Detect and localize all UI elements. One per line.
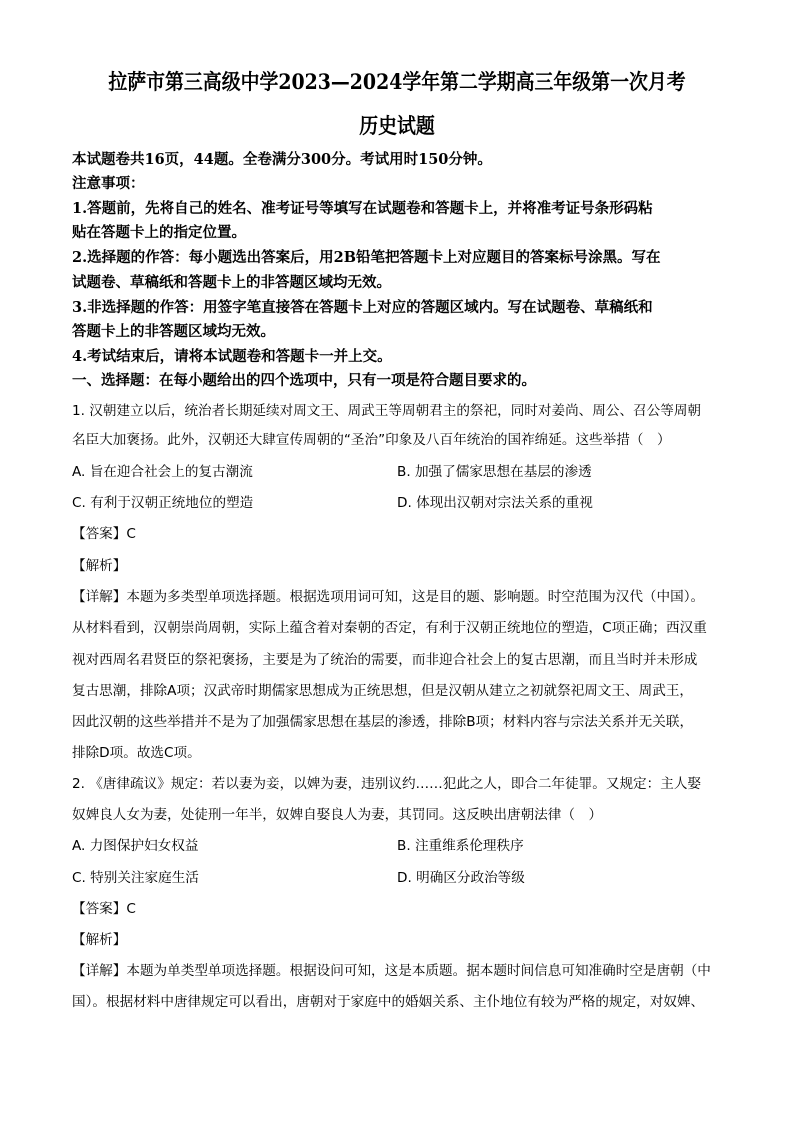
notice-line: 3.非选择题的作答：用签字笔直接答在答题卡上对应的答题区域内。写在试题卷、草稿纸和: [72, 299, 653, 316]
option-d: D. 体现出汉朝对宗法关系的重视: [397, 495, 593, 511]
detail-line: 排除D项。故选C项。: [72, 745, 201, 761]
option-c: C. 特别关注家庭生活: [72, 870, 199, 886]
notice-line: 贴在答题卡上的指定位置。: [72, 224, 246, 241]
detail-line: 因此汉朝的这些举措并不是为了加强儒家思想在基层的渗透，排除B项；材料内容与宗法关系并无关联，: [72, 714, 694, 730]
answer-label: 【答案】C: [72, 526, 136, 542]
notice-line: 4.考试结束后，请将本试题卷和答题卡一并上交。: [72, 348, 392, 365]
question-stem-line: 2. 《唐律疏议》规定：若以妻为妾，以婢为妻，违别议约……犯此之人，即合二年徒罪。又规定：主人娶: [72, 776, 702, 792]
detail-line: 复古思潮，排除A项；汉武帝时期儒家思想成为正统思想，但是汉朝从建立之初就祭祀周文王、周武王，: [72, 683, 694, 699]
analysis-label: 【解析】: [72, 558, 127, 574]
exam-subject: 历史试题: [359, 113, 435, 138]
section-heading: 一、选择题：在每小题给出的四个选项中，只有一项是符合题目要求的。: [72, 372, 536, 389]
notice-heading: 注意事项：: [72, 175, 145, 192]
notice-line: 答题卡上的非答题区域均无效。: [72, 323, 275, 340]
detail-line: 从材料看到，汉朝崇尚周朝，实际上蕴含着对秦朝的否定，有利于汉朝正统地位的塑造，C项正确；西汉重: [72, 620, 707, 636]
exam-title: 拉萨市第三高级中学2023—2024学年第二学期高三年级第一次月考: [108, 69, 686, 94]
option-d: D. 明确区分政治等级: [397, 870, 525, 886]
question-stem-line: 奴婢良人女为妻，处徒刑一年半，奴婢自娶良人为妻，其罚同。这反映出唐朝法律（ ）: [72, 807, 603, 823]
exam-summary: 本试题卷共16页，44题。全卷满分300分。考试用时150分钟。: [72, 151, 492, 168]
option-c: C. 有利于汉朝正统地位的塑造: [72, 495, 254, 511]
detail-line: 【详解】本题为多类型单项选择题。根据选项用词可知，这是目的题、影响题。时空范围为汉代（中国）。: [72, 589, 705, 605]
option-b: B. 注重维系伦理秩序: [397, 838, 524, 854]
option-a: A. 旨在迎合社会上的复古潮流: [72, 464, 253, 480]
question-stem-line: 1. 汉朝建立以后，统治者长期延续对周文王、周武王等周朝君主的祭祀，同时对姜尚、周公、召公等周朝: [72, 403, 702, 419]
notice-line: 试题卷、草稿纸和答题卡上的非答题区域均无效。: [72, 274, 391, 291]
option-a: A. 力图保护妇女权益: [72, 838, 199, 854]
notice-line: 2.选择题的作答：每小题选出答案后，用2B铅笔把答题卡上对应题目的答案标号涂黑。写在: [72, 249, 661, 266]
question-stem-line: 名臣大加褒扬。此外，汉朝还大肆宣传周朝的“圣治”印象及八百年统治的国祚绵延。这些举措（ ）: [72, 432, 671, 448]
notice-line: 1.答题前，先将自己的姓名、准考证号等填写在试题卷和答题卡上，并将准考证号条形码粘: [72, 200, 653, 217]
analysis-label: 【解析】: [72, 932, 127, 948]
detail-line: 视对西周名君贤臣的祭祀褒扬，主要是为了统治的需要，而非迎合社会上的复古思潮，而且当时并未形成: [72, 652, 698, 668]
detail-line: 【详解】本题为单类型单项选择题。根据设问可知，这是本质题。据本题时间信息可知准确时空是唐朝（中: [72, 963, 711, 979]
option-b: B. 加强了儒家思想在基层的渗透: [397, 464, 592, 480]
answer-label: 【答案】C: [72, 901, 136, 917]
detail-line: 国）。根据材料中唐律规定可以看出，唐朝对于家庭中的婚姻关系、主仆地位有较为严格的规定，对奴婢、: [72, 994, 705, 1010]
